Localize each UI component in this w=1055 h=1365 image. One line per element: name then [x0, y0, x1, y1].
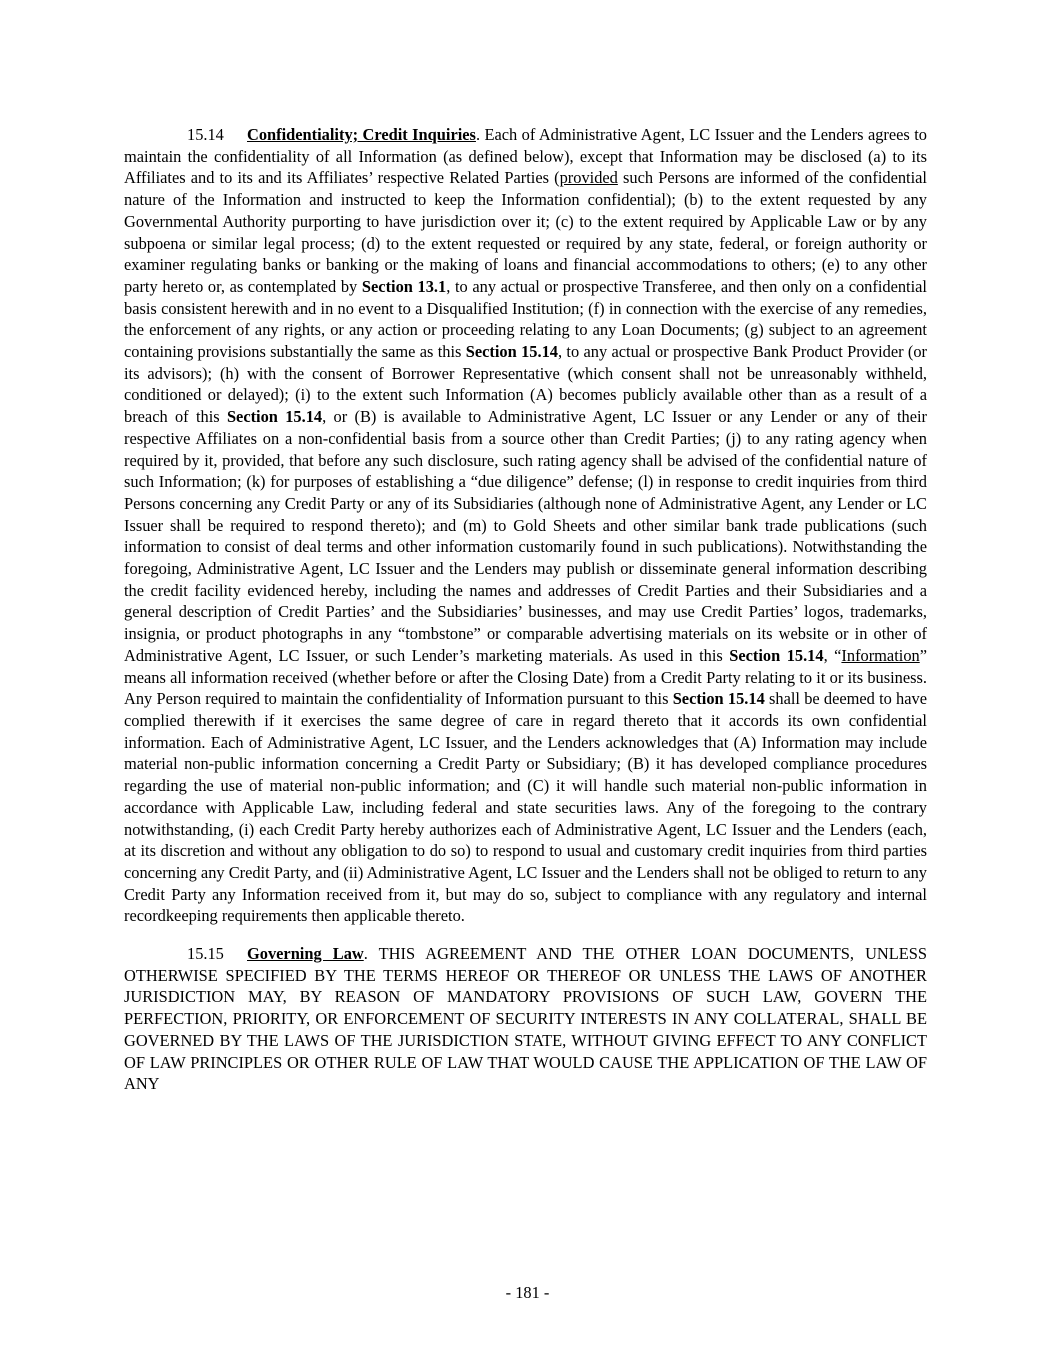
body-text: . Each of Administrative Agent, LC Issuer and the Lenders agrees to maintain the confidentiality of all Information (as defined below), except that Information may be disclosed (a) to its Affiliates and to its and its Affiliates’ respective Related Parties ( — [124, 125, 927, 188]
body-text: , or (B) is available to Administrative Agent, LC Issuer or any Lender or any of their respective Affiliates on a non-confidential basis from a source other than Credit Parties; (j) to any rating agency when required by it, provided, that before any such disclosure, such rating agency shall be advised of the confidential nature of such Information; (k) for purposes of establishing a “due diligence” defense; (l) in response to credit inquiries from third Persons concerning any Credit Party or any of its Subsidiaries (although none of Administrative Agent, any Lender or LC Issuer shall be required to respond thereto); and (m) to Gold Sheets and other similar bank trade publications (such information to consist of deal terms and other information customarily found in such publications). Notwithstanding the foregoing, Administrative Agent, LC Issuer and the Lenders may publish or disseminate general information describing the credit facility evidenced hereby, including the names and addresses of Credit Parties and their Subsidiaries and a general description of Credit Parties’ and the Subsidiaries’ businesses, and may use Credit Parties’ logos, trademarks, insignia, or product photographs in any “tombstone” or comparable advertising materials on its website or in other of Administrative Agent, LC Issuer, or such Lender’s marketing materials. As used in this — [124, 407, 927, 665]
body-text: such Persons are informed of the confidential nature of the Information and instructed to keep the Information confidential); (b) to the extent requested by any Governmental Authority purporting to have jurisdiction over it; (c) to the extent required by Applicable Law or by any subpoena or similar legal process; (d) to the extent requested or required by any state, federal, or foreign authority or examiner regulating banks or banking or the making of loans and financial accommodations to others; (e) to any other party hereto or, as contemplated by — [124, 168, 927, 296]
section-reference: Section 15.14 — [729, 645, 824, 665]
body-text: shall be deemed to have complied therewith if it exercises the same degree of care in regard thereto that it accords its own confidential information. Each of Administrative Agent, LC Issuer, and the Lenders acknowledges that (A) Information may include material non-public information concerning a Credit Party or Subsidiary; (B) it has developed compliance procedures regarding the use of material non-public information; and (C) it will handle such material non-public information in accordance with Applicable Law, including federal and state securities laws. Any of the foregoing to the contrary notwithstanding, (i) each Credit Party hereby authorizes each of Administrative Agent, LC Issuer and the Lenders (each, at its discretion and without any obligation to do so) to respond to usual and customary credit inquiries from third parties concerning any Credit Party, and (ii) Administrative Agent, LC Issuer and the Lenders shall not be obliged to return to any Credit Party any Information received from it, but may do so, subject to compliance with any regulatory and internal recordkeeping requirements then applicable thereto. — [124, 689, 927, 926]
body-text: , to any actual or prospective Bank Product Provider (or its advisors); (h) with the consent of Borrower Representative (which consent shall not be unreasonably withheld, conditioned or delayed); (i) to the extent such Information (A) becomes publicly available other than as a result of a breach of this — [124, 342, 927, 427]
body-text: , to any actual or prospective Transferee, and then only on a confidential basis consistent herewith and in no event to a Disqualified Institution; (f) in connection with the exercise of any remedies, the enforcement of any rights, or any action or proceeding relating to any Loan Documents; (g) subject to an agreement containing provisions substantially the same as this — [124, 276, 927, 362]
page-number: - 181 - — [505, 1283, 550, 1302]
section-reference: Section 15.14 — [226, 407, 323, 427]
section-number: 15.15 — [187, 944, 224, 964]
document-page — [124, 124, 927, 1095]
section-number: 15.14 — [187, 125, 224, 144]
section-heading: Confidentiality; Credit Inquiries — [247, 125, 476, 144]
section-15-14-paragraph — [124, 124, 927, 927]
defined-term-information: Information — [841, 645, 920, 665]
section-heading: Governing Law — [247, 944, 364, 964]
section-reference: Section 13.1 — [361, 276, 447, 296]
body-text: , “ — [823, 645, 842, 665]
body-text: ” means all information received (whether before or after the Closing Date) from a Credit Party relating to it or its business. Any Person required to maintain the confidentiality of Information pursuant to this — [124, 645, 927, 709]
section-15-15-paragraph — [124, 943, 927, 1095]
section-reference: Section 15.14 — [465, 342, 558, 362]
section-reference: Section 15.14 — [672, 689, 765, 709]
body-text: . THIS AGREEMENT AND THE OTHER LOAN DOCUMENTS, UNLESS OTHERWISE SPECIFIED BY THE TERMS HEREOF OR THEREOF OR UNLESS THE LAWS OF ANOTHER JURISDICTION MAY, BY REASON OF MANDATORY PROVISIONS OF SUCH LAW, GOVERN THE PERFECTION, PRIORITY, OR ENFORCEMENT OF SECURITY INTERESTS IN ANY COLLATERAL, SHALL BE GOVERNED BY THE LAWS OF THE JURISDICTION STATE, WITHOUT GIVING EFFECT TO ANY CONFLICT OF LAW PRINCIPLES OR OTHER RULE OF LAW THAT WOULD CAUSE THE APPLICATION OF THE LAW OF ANY — [124, 944, 928, 1094]
provided-term: provided — [559, 168, 618, 188]
